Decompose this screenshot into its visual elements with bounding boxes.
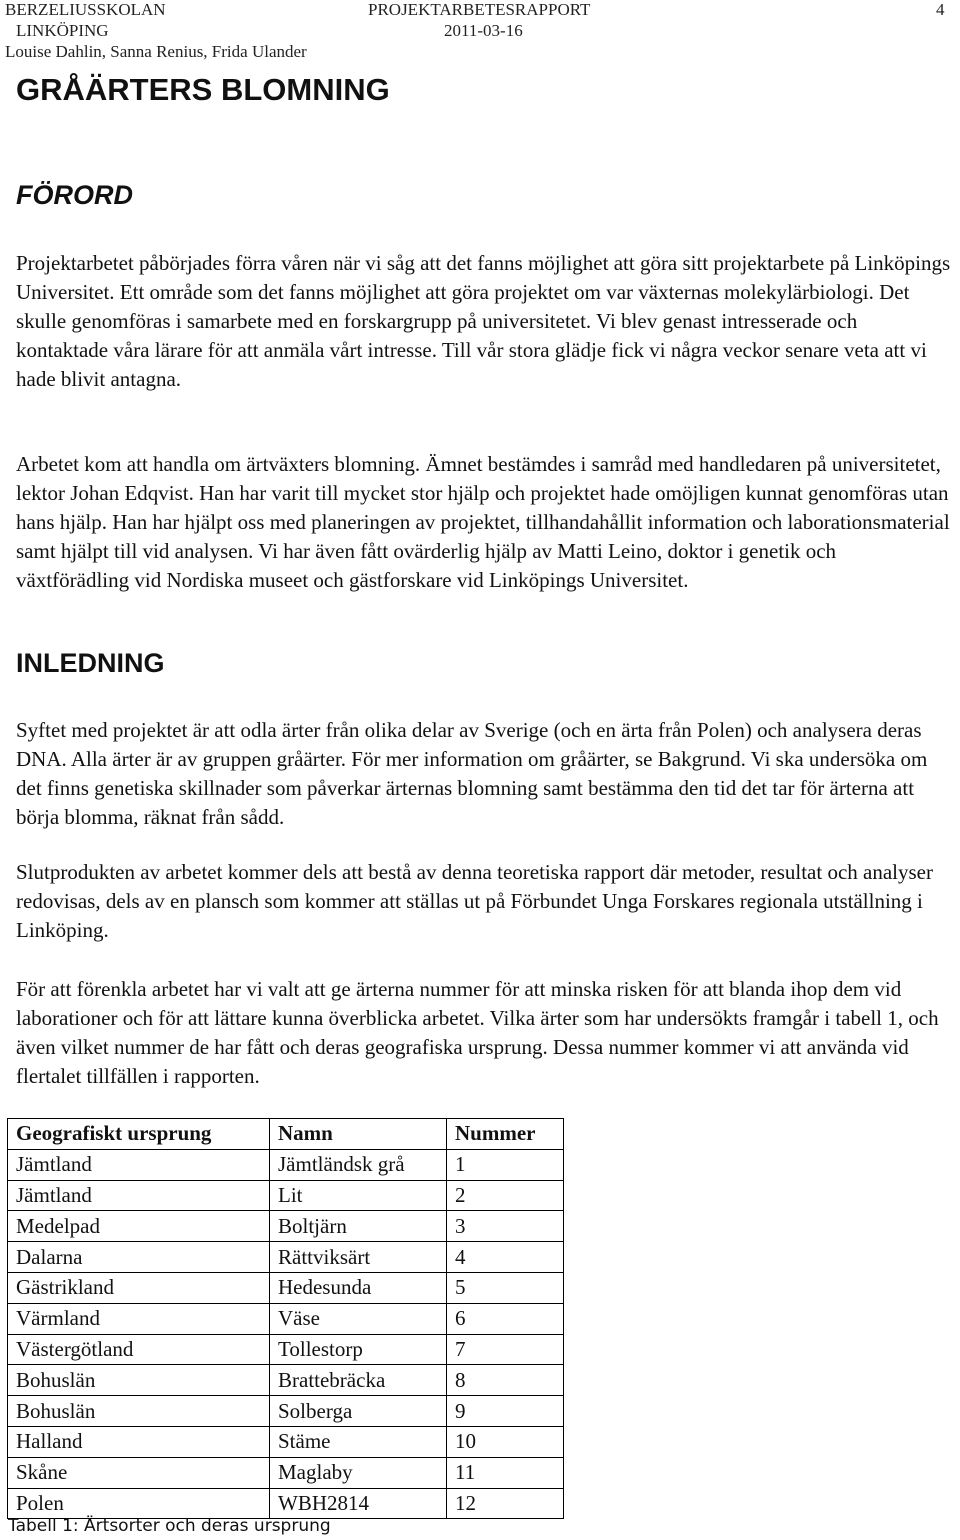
table-cell: Polen xyxy=(8,1488,270,1519)
table-cell: Solberga xyxy=(270,1396,447,1427)
table-cell: Lit xyxy=(270,1180,447,1211)
table-cell: Hedesunda xyxy=(270,1272,447,1303)
table-cell: Värmland xyxy=(8,1303,270,1334)
introduction-heading: INLEDNING xyxy=(16,648,165,678)
table-cell: Stäme xyxy=(270,1426,447,1457)
table-cell: Gästrikland xyxy=(8,1272,270,1303)
table-cell: Rättviksärt xyxy=(270,1242,447,1273)
table-cell: Bohuslän xyxy=(8,1365,270,1396)
header-authors: Louise Dahlin, Sanna Renius, Frida Ulander xyxy=(5,42,307,61)
table-cell: Jämtländsk grå xyxy=(270,1149,447,1180)
table-cell: Maglaby xyxy=(270,1457,447,1488)
table-cell: Skåne xyxy=(8,1457,270,1488)
table-row xyxy=(8,1272,564,1303)
column-header-number: Nummer xyxy=(447,1119,564,1150)
table-row xyxy=(8,1334,564,1365)
table-row xyxy=(8,1488,564,1519)
table-caption: Tabell 1: Ärtsorter och deras ursprung xyxy=(8,1516,331,1536)
table-cell: Jämtland xyxy=(8,1149,270,1180)
table-cell: 5 xyxy=(447,1272,564,1303)
table-cell: Boltjärn xyxy=(270,1211,447,1242)
table-row xyxy=(8,1149,564,1180)
header-city: LINKÖPING xyxy=(16,21,109,40)
table-row xyxy=(8,1365,564,1396)
table-cell: 12 xyxy=(447,1488,564,1519)
table-cell: 8 xyxy=(447,1365,564,1396)
header-date: 2011-03-16 xyxy=(444,21,523,40)
table-cell: 3 xyxy=(447,1211,564,1242)
introduction-paragraph-2: Slutprodukten av arbetet kommer dels att bestå av denna teoretiska rapport där metoder, resultat och analyser redovisas, dels av en plansch som kommer att ställas ut på Förbundet Unga Forskares regionala utställning i Linköping. xyxy=(16,860,933,942)
table-row xyxy=(8,1303,564,1334)
table-cell: 10 xyxy=(447,1426,564,1457)
table-row xyxy=(8,1242,564,1273)
table-header-row xyxy=(8,1119,564,1150)
column-header-origin: Geografiskt ursprung xyxy=(8,1119,270,1150)
table-row xyxy=(8,1180,564,1211)
table-row xyxy=(8,1426,564,1457)
table-cell: 7 xyxy=(447,1334,564,1365)
pea-varieties-table xyxy=(7,1118,564,1519)
table-cell: Västergötland xyxy=(8,1334,270,1365)
table-cell: 11 xyxy=(447,1457,564,1488)
header-school: BERZELIUSSKOLAN xyxy=(5,0,166,19)
page-title: GRÅÄRTERS BLOMNING xyxy=(16,72,390,107)
table-cell: 2 xyxy=(447,1180,564,1211)
table-cell: 1 xyxy=(447,1149,564,1180)
preface-heading: FÖRORD xyxy=(16,180,133,210)
table-row xyxy=(8,1457,564,1488)
introduction-paragraph-1: Syftet med projektet är att odla ärter från olika delar av Sverige (och en ärta från Polen) och analysera deras DNA. Alla ärter är av gruppen gråärter. För mer information om gråärter, se Bakgrund. Vi ska undersöka om det finns genetiska skillnader som påverkar ärternas blomning samt bestämma den tid det tar för ärterna att börja blomma, räknat från sådd. xyxy=(16,718,928,829)
table-row xyxy=(8,1396,564,1427)
table-cell: Tollestorp xyxy=(270,1334,447,1365)
column-header-name: Namn xyxy=(270,1119,447,1150)
table-cell: Brattebräcka xyxy=(270,1365,447,1396)
introduction-paragraph-3: För att förenkla arbetet har vi valt att ge ärterna nummer för att minska risken för att blanda ihop dem vid laborationer och för att lättare kunna överblicka arbetet. Vilka ärter som har undersökts framgår i tabell 1, och även vilket nummer de har fått och deras geografiska ursprung. Dessa nummer kommer vi att använda vid flertalet tillfällen i rapporten. xyxy=(16,977,939,1088)
table-cell: Medelpad xyxy=(8,1211,270,1242)
table-cell: Bohuslän xyxy=(8,1396,270,1427)
table-row xyxy=(8,1211,564,1242)
preface-paragraph-1: Projektarbetet påbörjades förra våren när vi såg att det fanns möjlighet att göra sitt projektarbete på Linköpings Universitet. Ett område som det fanns möjlighet att göra projektet om var växternas molekylärbiologi. Det skulle genomföras i samarbete med en forskargrupp på universitetet. Vi blev genast intresserade och kontaktade våra lärare för att anmäla vårt intresse. Till vår stora glädje fick vi några veckor senare veta att vi hade blivit antagna. xyxy=(16,251,951,391)
preface-paragraph-2: Arbetet kom att handla om ärtväxters blomning. Ämnet bestämdes i samråd med handledaren på universitetet, lektor Johan Edqvist. Han har varit till mycket stor hjälp och projektet hade omöjligen kunnat genomföras utan hans hjälp. Han har hjälpt oss med planeringen av projektet, tillhandahållit information och laborationsmaterial samt hjälpt till vid analysen. Vi har även fått ovärderlig hjälp av Matti Leino, doktor i genetik och växtförädling vid Nordiska museet och gästforskare vid Linköpings Universitet. xyxy=(16,452,950,592)
table-cell: Jämtland xyxy=(8,1180,270,1211)
table-cell: 4 xyxy=(447,1242,564,1273)
table-cell: 6 xyxy=(447,1303,564,1334)
page-number: 4 xyxy=(936,0,945,19)
table-cell: Halland xyxy=(8,1426,270,1457)
table-cell: Dalarna xyxy=(8,1242,270,1273)
table-cell: 9 xyxy=(447,1396,564,1427)
header-report-type: PROJEKTARBETESRAPPORT xyxy=(368,0,591,19)
table-cell: WBH2814 xyxy=(270,1488,447,1519)
table-cell: Väse xyxy=(270,1303,447,1334)
